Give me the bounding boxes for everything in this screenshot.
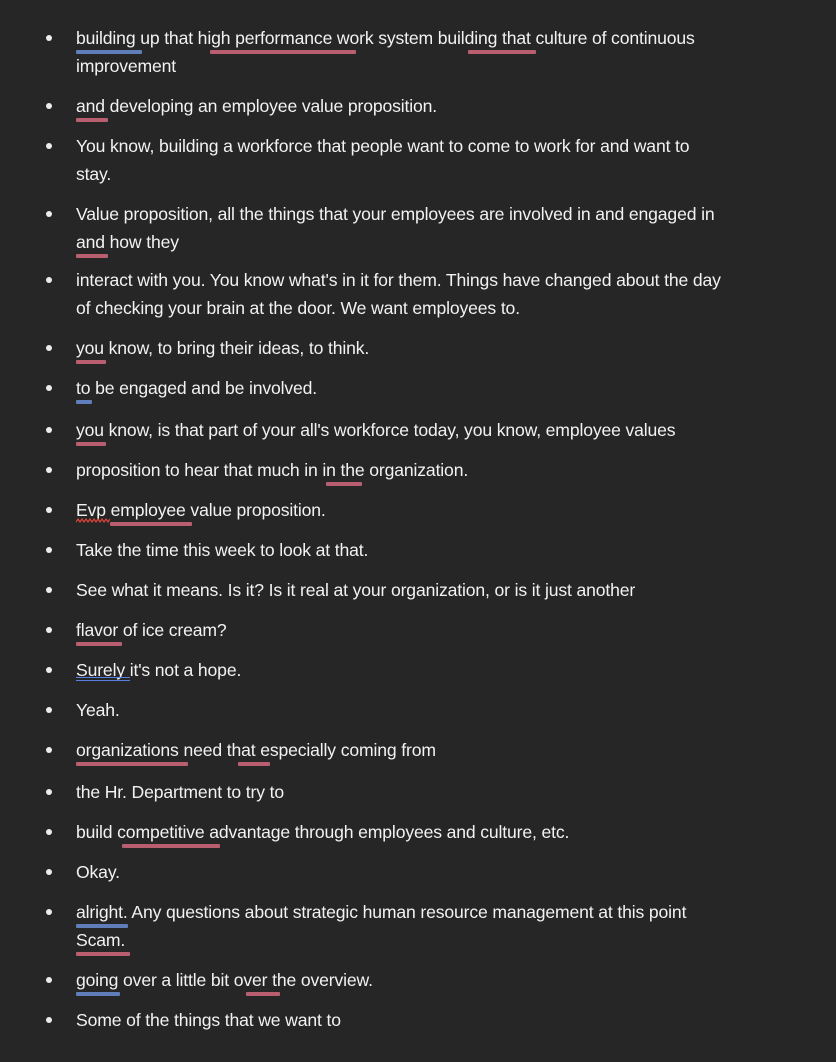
bullet-icon bbox=[46, 211, 52, 217]
list-item-line: Surely it's not a hope. bbox=[76, 660, 242, 680]
bullet-icon bbox=[46, 345, 52, 351]
list-item-line: stay. bbox=[76, 164, 112, 184]
list-item-line: Take the time this week to look at that. bbox=[76, 540, 369, 560]
grammar-double-underline[interactable] bbox=[76, 677, 130, 681]
bullet-icon bbox=[46, 789, 52, 795]
grammar-suggestion-underline[interactable] bbox=[326, 482, 362, 486]
bullet-icon bbox=[46, 747, 52, 753]
bullet-icon bbox=[46, 467, 52, 473]
list-item-line: Some of the things that we want to bbox=[76, 1010, 341, 1030]
style-suggestion-underline[interactable] bbox=[76, 50, 142, 54]
list-item-line: flavor of ice cream? bbox=[76, 620, 227, 640]
list-item-text[interactable] bbox=[76, 536, 776, 564]
list-item-text[interactable] bbox=[76, 496, 776, 524]
list-item-text[interactable] bbox=[76, 656, 776, 684]
list-item-text[interactable] bbox=[76, 1006, 776, 1034]
list-item-line: alright. Any questions about strategic human resource management at this point bbox=[76, 902, 687, 922]
list-item-line: See what it means. Is it? Is it real at your organization, or is it just another bbox=[76, 580, 636, 600]
list-item-line: improvement bbox=[76, 56, 177, 76]
bullet-icon bbox=[46, 103, 52, 109]
grammar-suggestion-underline[interactable] bbox=[76, 952, 130, 956]
grammar-suggestion-underline[interactable] bbox=[210, 50, 356, 54]
bullet-icon bbox=[46, 547, 52, 553]
bullet-icon bbox=[46, 385, 52, 391]
bullet-icon bbox=[46, 667, 52, 673]
bullet-icon bbox=[46, 587, 52, 593]
list-item-line: and how they bbox=[76, 232, 179, 252]
list-item-line: Yeah. bbox=[76, 700, 120, 720]
grammar-suggestion-underline[interactable] bbox=[110, 522, 192, 526]
list-item-text[interactable] bbox=[76, 334, 776, 362]
style-suggestion-underline[interactable] bbox=[76, 400, 92, 404]
list-item-text[interactable] bbox=[76, 778, 776, 806]
bullet-icon bbox=[46, 35, 52, 41]
bullet-icon bbox=[46, 869, 52, 875]
bullet-icon bbox=[46, 427, 52, 433]
list-item-text[interactable] bbox=[76, 576, 776, 604]
list-item-text[interactable] bbox=[76, 24, 776, 80]
grammar-suggestion-underline[interactable] bbox=[76, 360, 106, 364]
list-item-line: you know, is that part of your all's workforce today, you know, employee values bbox=[76, 420, 676, 440]
list-item-line: organizations need that especially coming from bbox=[76, 740, 436, 760]
grammar-suggestion-underline[interactable] bbox=[76, 254, 108, 258]
bullet-icon bbox=[46, 627, 52, 633]
style-suggestion-underline[interactable] bbox=[76, 924, 128, 928]
bullet-icon bbox=[46, 277, 52, 283]
list-item-text[interactable] bbox=[76, 696, 776, 724]
spelling-error-squiggle[interactable] bbox=[76, 518, 110, 523]
list-item-line: the Hr. Department to try to bbox=[76, 782, 284, 802]
list-item-line: Value proposition, all the things that your employees are involved in and engaged in bbox=[76, 204, 715, 224]
bullet-icon bbox=[46, 829, 52, 835]
list-item-text[interactable] bbox=[76, 416, 776, 444]
list-item-line: building up that high performance work system building that culture of continuous bbox=[76, 28, 695, 48]
list-item-line: going over a little bit over the overview. bbox=[76, 970, 373, 990]
list-item-line: build competitive advantage through employees and culture, etc. bbox=[76, 822, 570, 842]
grammar-suggestion-underline[interactable] bbox=[76, 762, 188, 766]
bullet-icon bbox=[46, 143, 52, 149]
style-suggestion-underline[interactable] bbox=[76, 992, 120, 996]
list-item-line: interact with you. You know what's in it for them. Things have changed about the day bbox=[76, 270, 721, 290]
grammar-suggestion-underline[interactable] bbox=[76, 642, 122, 646]
list-item-line: of checking your brain at the door. We want employees to. bbox=[76, 298, 520, 318]
grammar-suggestion-underline[interactable] bbox=[122, 844, 220, 848]
bullet-icon bbox=[46, 707, 52, 713]
grammar-suggestion-underline[interactable] bbox=[468, 50, 536, 54]
list-item-text[interactable] bbox=[76, 456, 776, 484]
list-item-text[interactable] bbox=[76, 736, 776, 764]
list-item-text[interactable] bbox=[76, 966, 776, 994]
list-item-text[interactable] bbox=[76, 92, 776, 120]
list-item-text[interactable] bbox=[76, 898, 776, 954]
list-item-line: proposition to hear that much in in the organization. bbox=[76, 460, 469, 480]
list-item-line: Evp employee value proposition. bbox=[76, 500, 326, 520]
grammar-suggestion-underline[interactable] bbox=[246, 992, 280, 996]
list-item-text[interactable] bbox=[76, 266, 776, 322]
bullet-icon bbox=[46, 507, 52, 513]
list-item-text[interactable] bbox=[76, 374, 776, 402]
grammar-suggestion-underline[interactable] bbox=[238, 762, 270, 766]
list-item-text[interactable] bbox=[76, 818, 776, 846]
bullet-icon bbox=[46, 977, 52, 983]
grammar-suggestion-underline[interactable] bbox=[76, 442, 106, 446]
list-item-line: to be engaged and be involved. bbox=[76, 378, 318, 398]
list-item-line: and developing an employee value proposition. bbox=[76, 96, 438, 116]
bullet-icon bbox=[46, 909, 52, 915]
list-item-text[interactable] bbox=[76, 858, 776, 886]
list-item-line: You know, building a workforce that people want to come to work for and want to bbox=[76, 136, 690, 156]
list-item-line: Okay. bbox=[76, 862, 120, 882]
list-item-text[interactable] bbox=[76, 616, 776, 644]
list-item-text[interactable] bbox=[76, 200, 776, 256]
list-item-line: Scam. bbox=[76, 930, 126, 950]
bullet-icon bbox=[46, 1017, 52, 1023]
list-item-text[interactable] bbox=[76, 132, 776, 188]
grammar-suggestion-underline[interactable] bbox=[76, 118, 108, 122]
list-item-line: you know, to bring their ideas, to think. bbox=[76, 338, 370, 358]
